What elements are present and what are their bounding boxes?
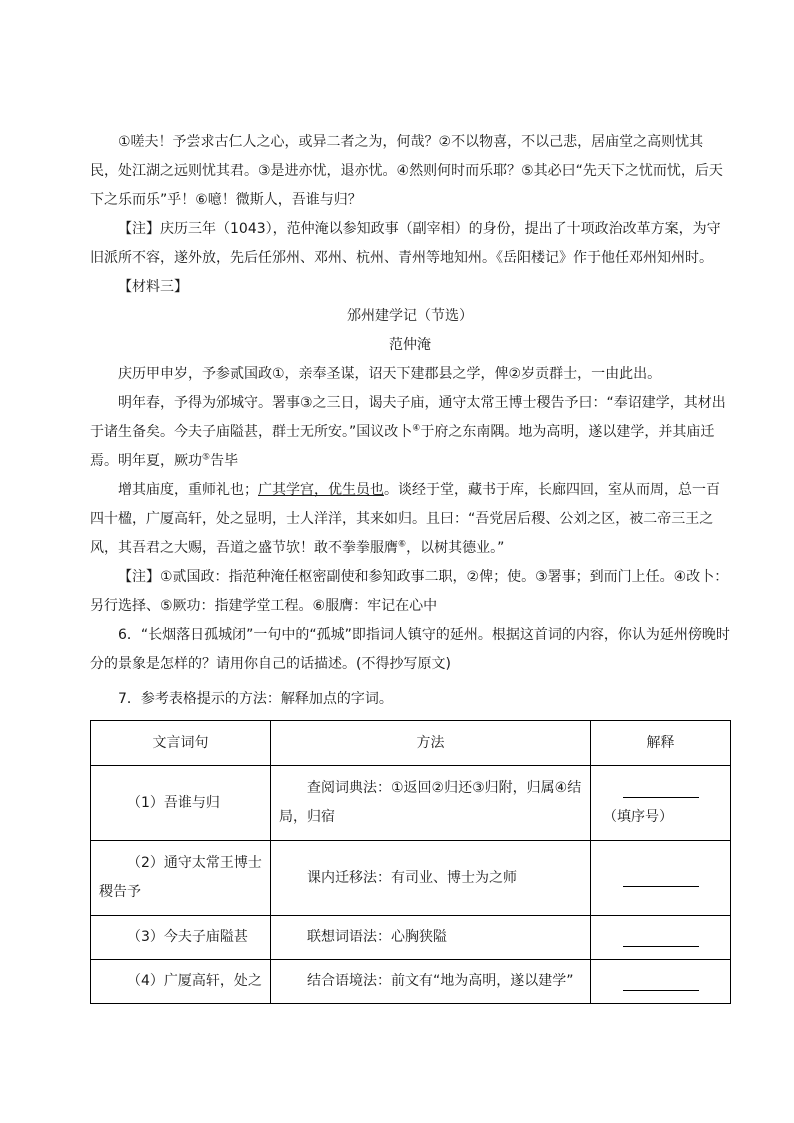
material3-paragraph-1: 庆历甲申岁，予参贰国政①，亲奉圣谋，诏天下建郡县之学，俾②岁贡群士，一由此出。 (118, 366, 662, 382)
phrase-cell: （3）今夫子庙隘甚 (91, 916, 271, 960)
material3-heading: 【材料三】 (118, 279, 188, 295)
table-header-row (91, 721, 731, 766)
material3-author: 范仲淹 (389, 337, 431, 353)
method-cell: 联想词语法：心胸狭隘 (271, 916, 591, 960)
table-row (91, 960, 731, 1004)
table-header: 方法 (271, 721, 591, 766)
phrase-cell: （1）吾谁与归 (91, 766, 271, 841)
method-table (90, 720, 731, 1004)
method-cell: 结合语境法：前文有“地为高明，遂以建学” (271, 960, 591, 1004)
answer-hint: （填序号） (603, 809, 673, 825)
passage-note: 【注】庆历三年（1043），范仲淹以参知政事（副宰相）的身份，提出了十项政治改革方案，为守旧派所不容，遂外放，先后任邠州、邓州、杭州、青州等地知州。《岳阳楼记》作于他任邓州知州时。 (90, 221, 721, 266)
method-cell: 课内迁移法：有司业、博士为之师 (271, 841, 591, 916)
method-cell: 查阅词典法：①返回②归还③归附，归属④结局，归宿 (271, 766, 591, 841)
material3-note: 【注】①贰国政：指范种淹任枢密副使和参知政事二职，②俾；使。③署事；到而门上任。④改卜：另行选择、⑤厥功：指建学堂工程。⑥服膺：牢记在心中 (90, 569, 729, 614)
answer-cell[interactable] (591, 841, 731, 916)
table-row (91, 916, 731, 960)
phrase-cell: （2）通守太常王博士稷告予 (91, 841, 271, 916)
question-7-prompt: 7．参考表格提示的方法：解释加点的字词。 (118, 691, 393, 707)
material3-title: 邠州建学记（节选） (347, 308, 473, 324)
table-row (91, 841, 731, 916)
answer-blank[interactable] (623, 928, 699, 947)
material3-paragraph-3: 增其庙度，重师礼也；广其学宫，优生员也。谈经于堂，藏书于库，长廊四回，室从而周，总一百四十楹，广厦高轩，处之显明，士人洋洋，其来如归。且曰：“吾党居后稷、公刘之区，被二帝三王之风，其吾君之大赐，吾道之盛节欤！敢不拳拳服膺⑥，以树其德业。” (90, 482, 720, 556)
answer-blank[interactable] (623, 972, 699, 991)
table-header: 文言词句 (91, 721, 271, 766)
passage-paragraph: ①嗟夫！予尝求古仁人之心，或异二者之为，何哉？②不以物喜，不以己悲，居庙堂之高则忧其民，处江湖之远则忧其君。③是进亦忧，退亦忧。④然则何时而乐耶？⑤其必曰“先天下之忧而忧，后天下之乐而乐”乎！⑥噫！微斯人，吾谁与归？ (90, 134, 723, 208)
answer-cell[interactable] (591, 960, 731, 1004)
table-row (91, 766, 731, 841)
material3-paragraph-2: 明年春，予得为邠城守。署事③之三日，谒夫子庙，通守太常王博士稷告予曰：“奉诏建学，其材出于诸生备矣。今夫子庙隘甚，群士无所安。”国议改卜④于府之东南隅。地为高明，遂以建学，并其庙迁焉。明年夏，厥功⑤告毕 (90, 395, 726, 469)
phrase-cell: （4）广厦高轩，处之 (91, 960, 271, 1004)
answer-cell[interactable] (591, 916, 731, 960)
underlined-sentence: 广其学宫，优生员也 (258, 482, 384, 498)
answer-blank[interactable] (623, 868, 699, 887)
document-page (90, 128, 730, 1004)
answer-cell[interactable] (591, 766, 731, 841)
question-6: 6．“长烟落日孤城闭”一句中的“孤城”即指词人镇守的延州。根据这首词的内容，你认为延州傍晚时分的景象是怎样的？请用你自己的话描述。(不得抄写原文) (90, 627, 730, 672)
answer-blank[interactable] (623, 779, 699, 798)
table-header: 解释 (591, 721, 731, 766)
